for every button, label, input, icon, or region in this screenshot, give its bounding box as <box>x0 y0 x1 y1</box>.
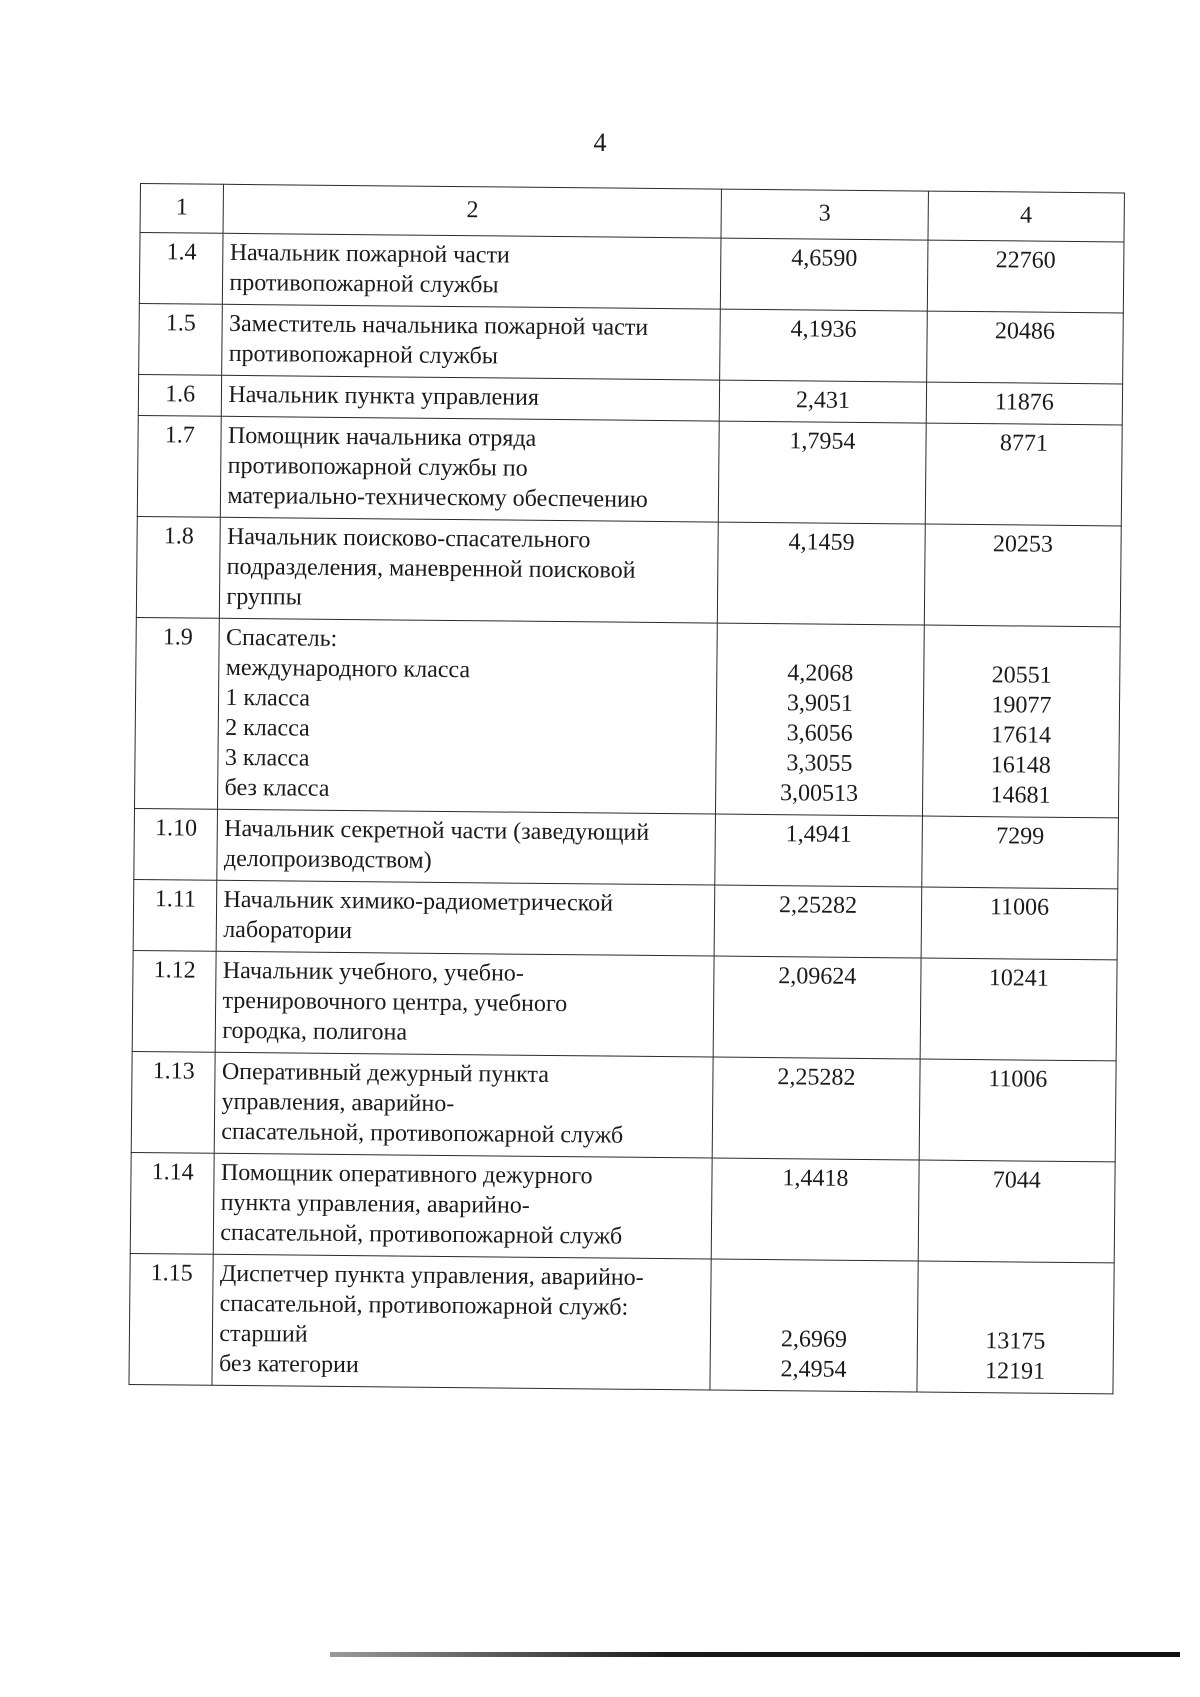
coefficient-value <box>718 1264 912 1296</box>
row-number: 1.9 <box>134 617 219 809</box>
table-row <box>134 808 1119 888</box>
row-number: 1.15 <box>129 1253 214 1385</box>
position-name-line: Спасатель: <box>225 624 338 652</box>
salary-cell <box>920 958 1117 1061</box>
position-name-line: управления, аварийно- <box>221 1088 455 1118</box>
coefficient-cell <box>720 238 927 311</box>
row-number: 1.6 <box>138 374 222 416</box>
coefficient-value: 3,00513 <box>780 780 859 807</box>
coefficient-value: 3,3055 <box>786 750 853 777</box>
salary-value: 19077 <box>991 692 1052 719</box>
coefficient-value: 2,25282 <box>777 1064 856 1091</box>
position-name-line: спасательной, противопожарной служб: <box>219 1290 629 1321</box>
position-name-cell <box>223 233 721 309</box>
salary-value <box>930 630 1114 662</box>
position-name-line: 1 класса <box>225 684 311 712</box>
row-number: 1.11 <box>133 879 217 951</box>
position-name-line: 3 класса <box>224 744 310 772</box>
page-number: 4 <box>593 128 607 157</box>
coefficient-cell <box>716 623 924 816</box>
row-number: 1.4 <box>139 233 223 305</box>
position-name-line: лаборатории <box>223 916 353 945</box>
position-name-line: без класса <box>224 774 330 802</box>
position-name-line: пункта управления, аварийно- <box>220 1189 530 1219</box>
salary-value: 10241 <box>988 965 1049 992</box>
position-name-line: делопроизводством) <box>223 845 432 874</box>
salary-value: 7299 <box>996 823 1045 850</box>
coefficient-value: 2,431 <box>795 387 851 414</box>
coefficient-value: 1,4941 <box>785 821 852 848</box>
table-row <box>130 1152 1115 1262</box>
salary-value: 20253 <box>992 531 1054 558</box>
coefficient-value: 2,6969 <box>780 1326 848 1353</box>
position-name-line: спасательной, противопожарной служб <box>220 1219 623 1250</box>
table-row <box>137 415 1122 525</box>
position-name-cell <box>214 1153 713 1259</box>
position-name-line: группы <box>226 583 302 611</box>
position-name-line: тренировочного центра, учебного <box>222 987 568 1018</box>
coefficient-value: 3,9051 <box>786 690 854 717</box>
position-name-line: спасательной, противопожарной служб <box>221 1118 624 1149</box>
position-name-line: Начальник химико-радиометрической <box>223 886 614 917</box>
salary-cell <box>926 382 1123 425</box>
coefficient-cell <box>718 421 926 524</box>
coefficient-cell <box>717 522 925 625</box>
position-name-line: подразделения, маневренной поисковой <box>226 553 636 584</box>
row-number: 1.5 <box>139 303 223 375</box>
coefficient-cell <box>720 309 927 382</box>
salary-value: 20551 <box>991 662 1052 689</box>
salary-cell <box>922 625 1120 818</box>
salary-cell <box>925 423 1122 526</box>
position-name-line: Помощник начальника отряда <box>227 422 537 452</box>
coefficient-cell <box>710 1259 918 1392</box>
coefficient-value: 2,09624 <box>778 963 857 990</box>
row-number: 1.8 <box>136 516 220 618</box>
position-name-line: материально-техническому обеспечению <box>227 482 648 513</box>
table-body <box>129 184 1124 1394</box>
coefficient-cell <box>712 1057 920 1160</box>
table-row <box>131 1051 1116 1161</box>
salary-value <box>924 1266 1108 1298</box>
table-row <box>134 617 1120 817</box>
row-number: 1.10 <box>134 808 218 880</box>
position-name-cell <box>222 375 720 421</box>
salary-cell <box>924 524 1121 627</box>
salary-cell <box>926 311 1123 384</box>
header-col-3: 3 <box>721 189 928 240</box>
position-name-cell <box>216 951 715 1057</box>
position-name-line: Диспетчер пункта управления, аварийно- <box>219 1260 644 1291</box>
salary-value: 7044 <box>992 1167 1041 1194</box>
coefficient-value <box>717 1294 911 1326</box>
position-name-cell <box>217 809 715 885</box>
salary-value <box>924 1296 1108 1328</box>
table-row <box>132 950 1117 1060</box>
position-name-line: Начальник пожарной части <box>229 239 510 269</box>
salary-value: 11006 <box>988 1066 1048 1093</box>
salary-value: 12191 <box>984 1358 1046 1385</box>
position-name-line: Начальник секретной части (заведующий <box>224 815 650 846</box>
salary-value: 11876 <box>994 389 1054 416</box>
salary-value: 16148 <box>990 752 1051 779</box>
salary-value: 11006 <box>989 894 1050 921</box>
coefficient-value: 1,7954 <box>789 428 856 455</box>
coefficient-cell <box>713 956 921 1059</box>
coefficient-value: 1,4418 <box>782 1165 849 1192</box>
position-name-line: городка, полигона <box>222 1017 408 1046</box>
position-name-line: противопожарной службы <box>228 340 499 370</box>
salary-cell <box>918 1160 1115 1263</box>
salary-cell <box>921 887 1118 960</box>
coefficient-value: 4,2068 <box>787 660 854 687</box>
bottom-scan-rule <box>330 1652 1180 1657</box>
table-row <box>139 303 1124 383</box>
salary-cell <box>927 240 1124 313</box>
row-number: 1.7 <box>137 415 221 517</box>
position-name-line: старший <box>219 1320 308 1348</box>
position-name-line: Начальник учебного, учебно- <box>222 957 525 987</box>
position-name-cell <box>220 517 719 623</box>
coefficient-cell <box>715 814 922 887</box>
table-row <box>136 516 1121 626</box>
position-name-cell <box>218 618 718 814</box>
salary-value: 22760 <box>995 247 1056 274</box>
table-row <box>129 1253 1114 1393</box>
salary-cell <box>917 1261 1114 1394</box>
position-name-line: противопожарной службы по <box>227 452 528 482</box>
coefficient-value: 4,6590 <box>791 245 858 272</box>
coefficient-value: 3,6056 <box>786 720 853 747</box>
header-col-4: 4 <box>928 191 1125 242</box>
salary-cell <box>922 816 1119 889</box>
coefficient-value: 4,1936 <box>790 316 857 343</box>
position-name-cell <box>221 416 720 522</box>
coefficient-value <box>724 628 918 660</box>
position-name-cell <box>215 1052 714 1158</box>
coefficient-value: 2,4954 <box>780 1356 847 1383</box>
position-name-line: противопожарной службы <box>229 269 499 299</box>
table-row <box>139 233 1124 313</box>
positions-table <box>128 183 1124 1394</box>
row-number: 1.13 <box>131 1051 215 1153</box>
position-name-cell <box>222 304 720 380</box>
coefficient-value: 4,1459 <box>788 529 855 556</box>
position-name-line: Начальник пункта управления <box>228 381 540 411</box>
position-name-line: без категории <box>218 1350 359 1379</box>
position-name-line: Заместитель начальника пожарной части <box>228 310 649 341</box>
position-name-cell <box>212 1254 711 1390</box>
salary-value: 20486 <box>994 318 1056 345</box>
coefficient-value: 2,25282 <box>778 892 858 919</box>
position-name-line: Начальник поисково-спасательного <box>226 523 591 554</box>
position-name-line: Помощник оперативного дежурного <box>220 1159 593 1190</box>
coefficient-cell <box>711 1158 919 1261</box>
header-col-2: 2 <box>223 184 721 238</box>
position-name-cell <box>217 880 715 956</box>
position-name-line: Оперативный дежурный пункта <box>221 1058 550 1088</box>
position-name-line: 2 класса <box>225 714 310 742</box>
salary-value: 17614 <box>990 722 1052 749</box>
salary-value: 8771 <box>999 430 1049 457</box>
salary-value: 14681 <box>990 782 1051 809</box>
coefficient-cell <box>714 885 921 958</box>
row-number: 1.12 <box>132 950 216 1052</box>
salary-cell <box>919 1059 1116 1162</box>
coefficient-cell <box>719 380 926 423</box>
header-col-1: 1 <box>140 184 224 234</box>
table-row <box>133 879 1118 959</box>
salary-value: 13175 <box>985 1328 1046 1355</box>
row-number: 1.14 <box>130 1152 214 1254</box>
position-name-line: международного класса <box>225 654 471 684</box>
